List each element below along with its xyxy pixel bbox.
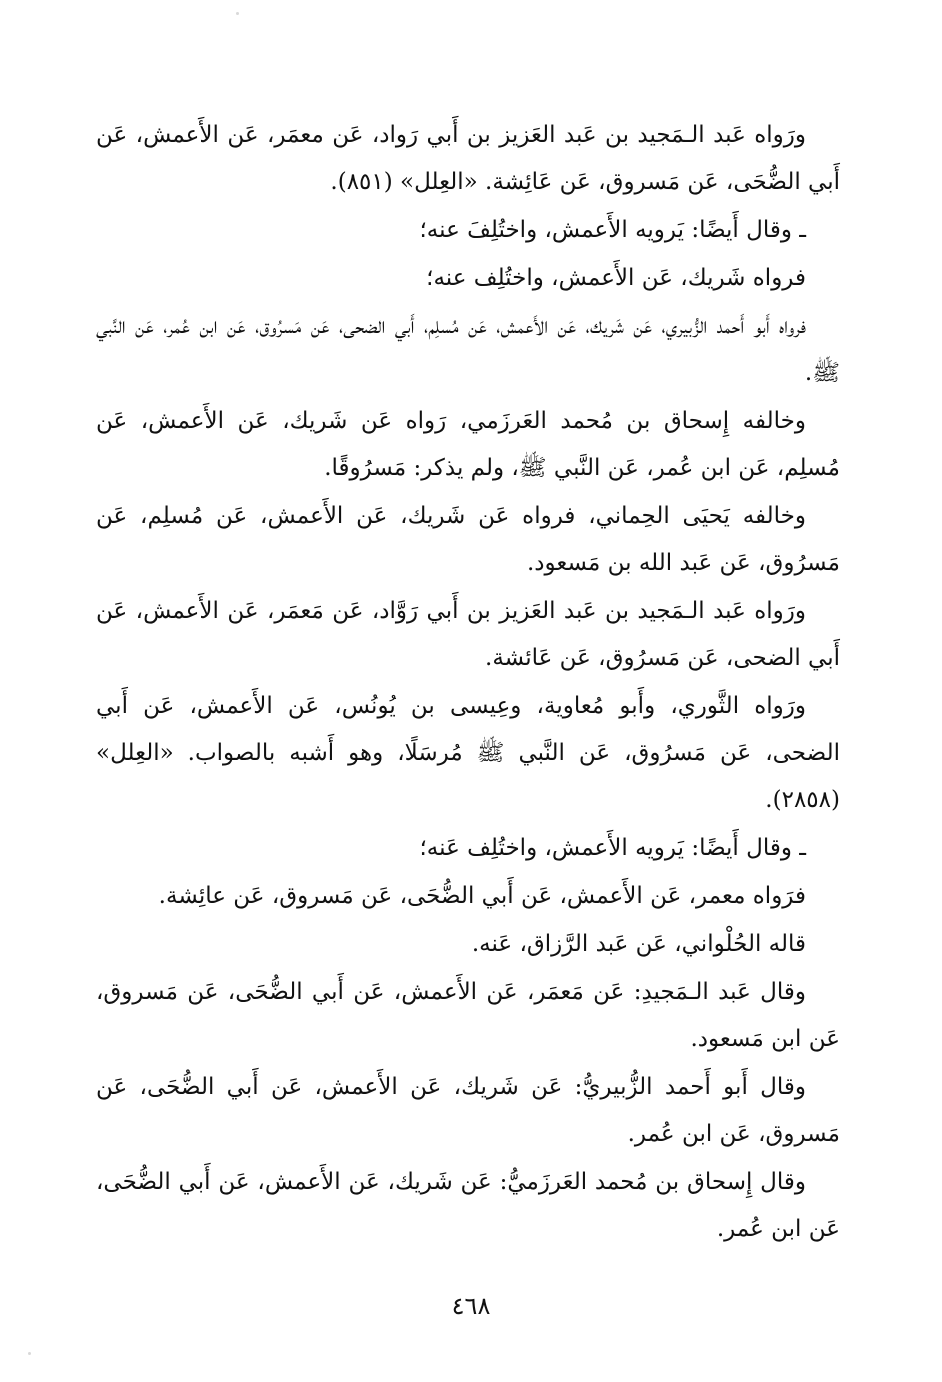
page-body	[96, 112, 840, 1253]
paragraph: وقال أَبو أَحمد الزُّبيريُّ: عَن شَريك، عَن الأَعمش، عَن أَبي الضُّحَى، عَن مَسروق، عَن ابن عُمر.	[96, 1074, 840, 1147]
scan-speck	[236, 12, 239, 15]
paragraph: ورَواه عَبد الـمَجيد بن عَبد العَزيز بن أَبي رَوَّاد، عَن مَعمَر، عَن الأَعمش، عَن أَبي الضحى، عَن مَسرُوق، عَن عَائشة.	[96, 598, 840, 671]
paragraph: وقال عَبد الـمَجيدِ: عَن مَعمَر، عَن الأَعمش، عَن أَبي الضُّحَى، عَن مَسروق، عَن ابن مَسعود.	[96, 979, 840, 1052]
paragraph: وخالفه إِسحاق بن مُحمد العَرزَمي، رَواه عَن شَريك، عَن الأَعمش، عَن مُسلِم، عَن ابن عُمر، عَن النَّبي ﷺ، ولم يذكر: مَسرُوقًا.	[96, 408, 840, 481]
scan-speck	[28, 1352, 31, 1355]
paragraph: وخالفه يَحيَى الحِماني، فرواه عَن شَريك، عَن الأَعمش، عَن مُسلِم، عَن مَسرُوق، عَن عَبد الله بن مَسعود.	[96, 503, 840, 576]
paragraph: وقال إِسحاق بن مُحمد العَرزَميُّ: عَن شَريك، عَن الأَعمش، عَن أَبي الضُّحَى، عَن ابن عُمر.	[96, 1169, 840, 1242]
paragraph: قاله الحُلْواني، عَن عَبد الرَّزاق، عَنه.	[471, 931, 806, 957]
paragraph: ـ وقال أَيضًا: يَرويه الأَعمش، واختُلِف عَنه؛	[419, 835, 806, 861]
paragraph: ورَواه الثَّوري، وأَبو مُعاوية، وعِيسى بن يُونُس، عَن الأَعمش، عَن أَبي الضحى، عَن مَسرُوق، عَن النَّبي ﷺ مُرسَلًا، وهو أَشبه بالصواب. «العِلل» (٢٨٥٨).	[96, 693, 840, 813]
paragraph: ـ وقال أَيضًا: يَرويه الأَعمش، واختُلِفَ عنه؛	[419, 217, 806, 243]
paragraph: فرواه شَريك، عَن الأَعمش، واختُلِف عنه؛	[426, 265, 806, 291]
paragraph: فرواه أَبو أَحمد الزُّبيري، عَن شَريك، عَن الأَعمش، عَن مُسلِم، أَبي الضحى، عَن مَسرُوق، عَن ابن عُمر، عَن النَّبي ﷺ.	[96, 313, 840, 386]
page-number: ٤٦٨	[451, 1292, 491, 1320]
paragraph: فرَواه معمر، عَن الأَعمش، عَن أَبي الضُّحَى، عَن مَسروق، عَن عائِشة.	[158, 883, 806, 909]
paragraph: ورَواه عَبد الـمَجيد بن عَبد العَزيز بن أَبي رَواد، عَن معمَر، عَن الأَعمش، عَن أَبي الضُّحَى، عَن مَسروق، عَن عَائِشة. «العِلل» (٨٥١).	[96, 122, 840, 195]
